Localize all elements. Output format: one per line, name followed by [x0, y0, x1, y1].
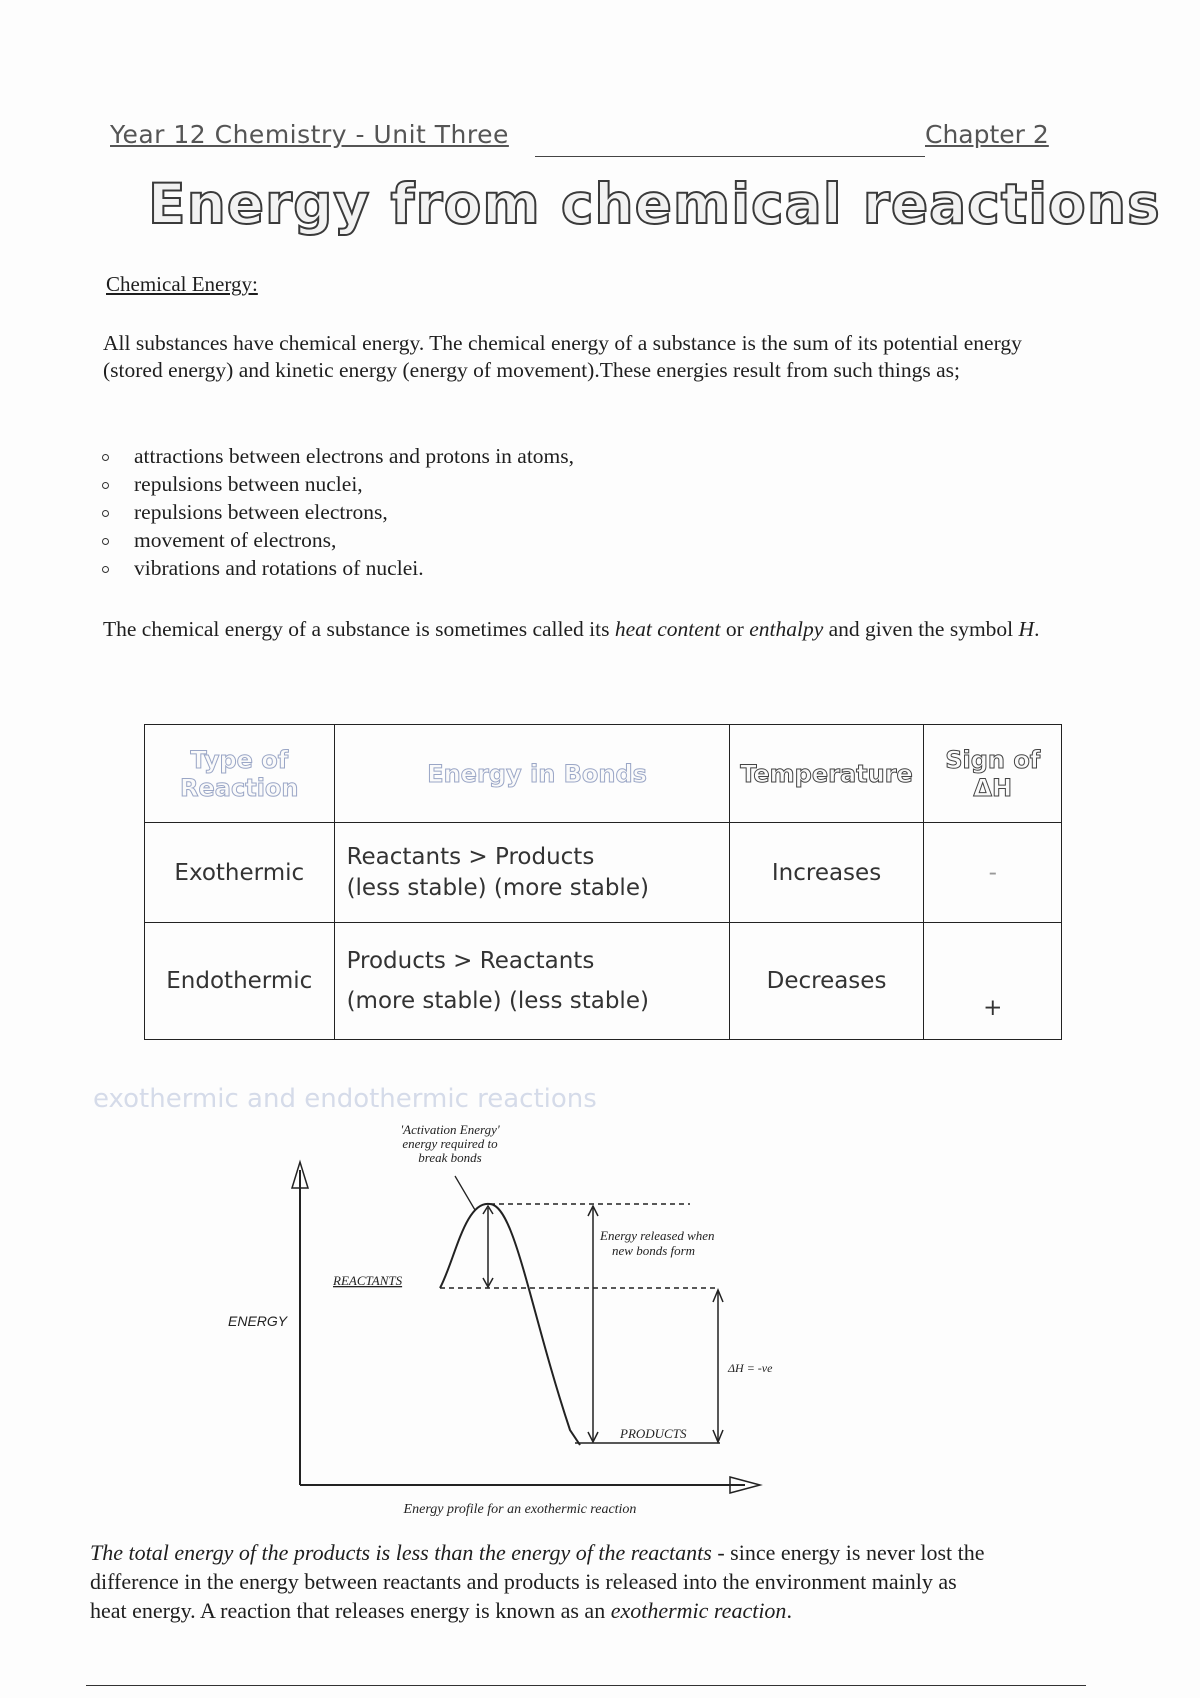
cell-sign: + [924, 923, 1062, 1040]
table-row [145, 823, 1062, 923]
list-item: repulsions between electrons, [100, 498, 574, 526]
header-sign: Sign of ΔH [924, 725, 1062, 823]
activation-label: break bonds [418, 1150, 482, 1165]
bonds-line: (less stable) (more stable) [346, 874, 649, 901]
bonds-line: Products > Reactants [346, 948, 595, 974]
header-bonds: Energy in Bonds [334, 725, 729, 823]
label-pointer [455, 1176, 475, 1210]
energy-source-list [100, 442, 574, 582]
faded-heading: exothermic and endothermic reactions [93, 1084, 597, 1114]
activation-label: 'Activation Energy' [400, 1122, 500, 1137]
course-header: Year 12 Chemistry - Unit Three [110, 120, 509, 149]
footer-rule [86, 1685, 1086, 1686]
bonds-line: (more stable) (less stable) [346, 988, 649, 1014]
text-run: or [720, 617, 750, 641]
exothermic-paragraph [90, 1538, 990, 1625]
y-axis-label: ENERGY [228, 1313, 288, 1329]
cell-bonds [334, 923, 729, 1040]
cell-type: Endothermic [145, 923, 335, 1040]
released-label: Energy released when [600, 1228, 715, 1243]
energy-curve [440, 1204, 580, 1445]
list-item: repulsions between nuclei, [100, 470, 574, 498]
released-label: new bonds form [612, 1243, 696, 1258]
header-temperature: Temperature [729, 725, 924, 823]
text-run: . [786, 1598, 792, 1623]
table-header-row [145, 725, 1062, 823]
cell-sign: - [924, 823, 1062, 923]
list-item: attractions between electrons and protons in atoms, [100, 442, 574, 470]
cell-bonds [334, 823, 729, 923]
cell-type: Exothermic [145, 823, 335, 923]
text-run: - since energy is never lost the difference in the energy between reactants and products is released into the environment mainly as heat energy. A reaction that releases energy is known as an [90, 1540, 985, 1623]
section-heading: Chemical Energy: [106, 272, 258, 296]
cell-temperature: Increases [729, 823, 924, 923]
intro-paragraph: All substances have chemical energy. The chemical energy of a substance is the sum of its potential energy (stored energy) and kinetic energy (energy of movement).These energies result from such things as; [103, 331, 1022, 382]
activation-label: energy required to [402, 1136, 498, 1151]
energy-profile-diagram [200, 1122, 800, 1520]
diagram-caption: Energy profile for an exothermic reaction [403, 1502, 637, 1517]
term-enthalpy: enthalpy [749, 617, 824, 641]
list-item: movement of electrons, [100, 526, 574, 554]
enthalpy-paragraph [103, 616, 1083, 643]
table-row [145, 923, 1062, 1040]
cell-temperature: Decreases [729, 923, 924, 1040]
reactants-label: REACTANTS [333, 1273, 403, 1288]
bonds-line: Reactants > Products [346, 843, 595, 870]
list-item: vibrations and rotations of nuclei. [100, 554, 574, 582]
term-symbol-h: H [1018, 617, 1035, 641]
header-rule [735, 156, 925, 157]
text-run: The chemical energy of a substance is sometimes called its [103, 617, 615, 641]
term-heat-content: heat content [614, 617, 721, 641]
text-run: . [1034, 617, 1040, 641]
term-exothermic: exothermic reaction [610, 1598, 787, 1623]
chapter-header: Chapter 2 [925, 120, 1049, 149]
header-rule [535, 156, 735, 157]
text-run: and given the symbol [823, 617, 1019, 641]
delta-h-label: ΔH = -ve [728, 1361, 773, 1375]
text-run: The total energy of the products is less than the energy of the reactants [90, 1540, 712, 1565]
reaction-table [144, 724, 1062, 1040]
page-title: Energy from chemical reactions [148, 172, 1161, 236]
products-label: PRODUCTS [620, 1426, 687, 1441]
header-type: Type of Reaction [145, 725, 335, 823]
